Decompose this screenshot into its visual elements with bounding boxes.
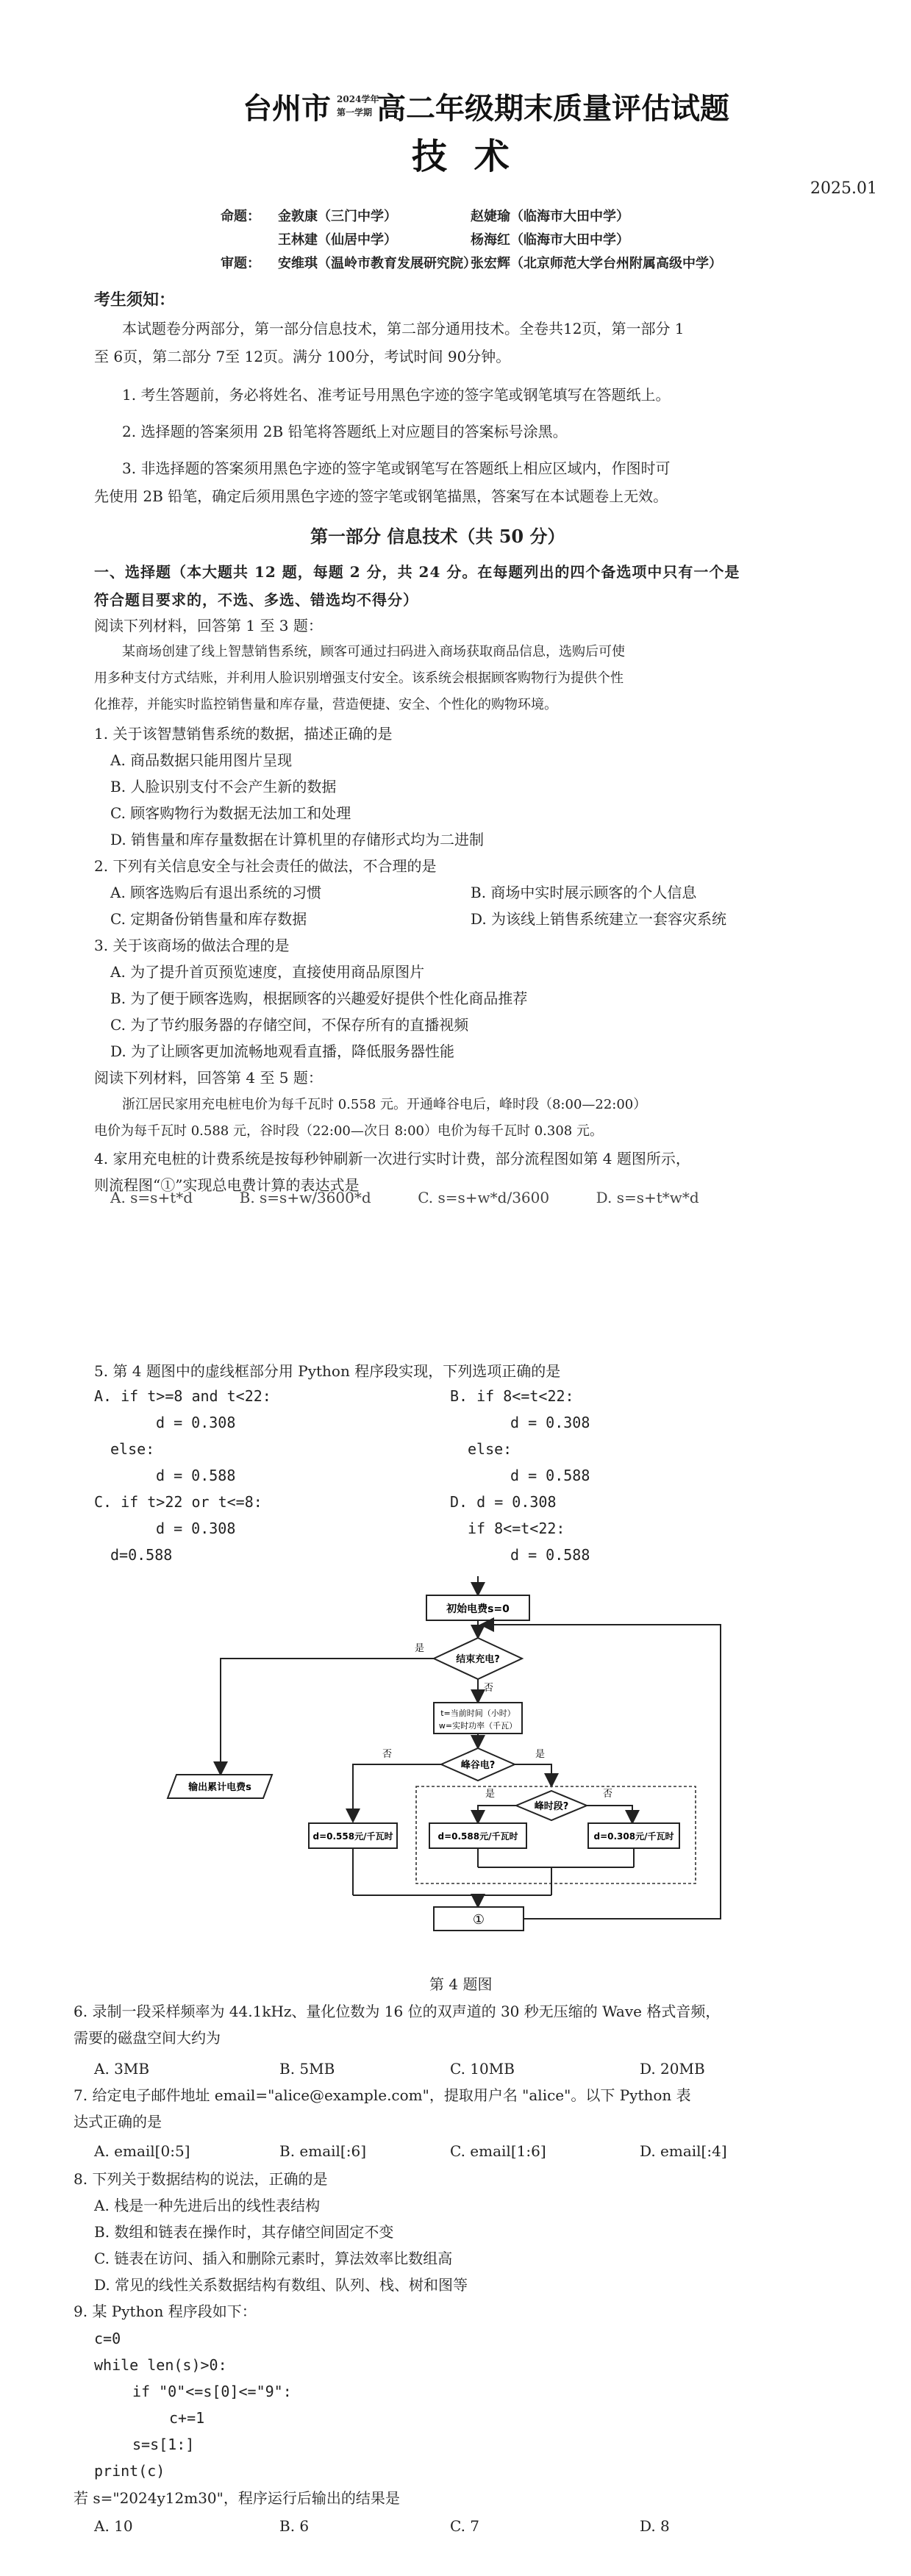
- q7-stem-1: 7. 给定电子邮件地址 email="alice@example.com"，提取用户名 "alice"。以下 Python 表: [74, 2086, 691, 2104]
- q9-code-line-4: c+=1: [169, 2409, 205, 2427]
- q5-option-b-line1: B. if 8<=t<22:: [450, 1387, 574, 1405]
- material2-text-1: 浙江居民家用充电桩电价为每千瓦时 0.558 元。开通峰谷电后，峰时段（8:00—22:00）: [122, 1097, 647, 1112]
- q5-option-c-line2: d = 0.308: [156, 1520, 236, 1537]
- q1-option-d: D. 销售量和库存量数据在计算机里的存储形式均为二进制: [110, 831, 485, 848]
- q6-option-b: B. 5MB: [279, 2060, 335, 2078]
- q9-option-b: B. 6: [279, 2517, 310, 2535]
- authors-block: [0, 206, 911, 279]
- exam-header: [0, 87, 911, 134]
- q6-option-c: C. 10MB: [450, 2060, 515, 2078]
- notice-item-1: 1. 考生答题前，务必将姓名、准考证号用黑色字迹的签字笔或钢笔填写在答题纸上。: [122, 386, 671, 404]
- q9-code-line-6: print(c): [94, 2462, 165, 2480]
- q2-option-d: D. 为该线上销售系统建立一套容灾系统: [471, 910, 727, 928]
- no-label: 否: [484, 1683, 494, 1694]
- q1-option-a: A. 商品数据只能用图片呈现: [110, 751, 293, 769]
- q5-option-a-line3: else:: [110, 1440, 155, 1458]
- q6-stem-2: 需要的磁盘空间大约为: [74, 2029, 221, 2047]
- q5-option-b-line3: else:: [468, 1440, 512, 1458]
- notice-item-2: 2. 选择题的答案须用 2B 铅笔将答题纸上对应题目的答案标号涂黑。: [122, 423, 568, 440]
- q3-option-a: A. 为了提升首页预览速度，直接使用商品原图片: [110, 963, 425, 981]
- q4-options: A. s=s+t*d B. s=s+w/3600*d C. s=s+w*d/3600 D. s=s+t*w*d: [110, 1189, 699, 1206]
- q5-stem-cut: [94, 1362, 829, 1382]
- author: 王林建（仙居中学）: [278, 232, 397, 248]
- reviewer: 张宏辉（北京师范大学台州附属高级中学）: [471, 256, 722, 271]
- q5-option-d-line3: d = 0.588: [510, 1546, 590, 1564]
- notice-intro-1: 本试题卷分两部分，第一部分信息技术，第二部分通用技术。全卷共12页，第一部分 1: [122, 320, 685, 337]
- exam-date: 2025.01: [810, 179, 877, 198]
- end-charging-label: 结束充电?: [456, 1654, 500, 1665]
- figure-caption: 第 4 题图: [429, 1975, 493, 1993]
- q7-option-d: D. email[:4]: [640, 2142, 727, 2160]
- section-heading-2: 符合题目要求的，不选、多选、错选均不得分）: [94, 591, 418, 609]
- q9-question: 若 s="2024y12m30"，程序运行后输出的结果是: [74, 2489, 400, 2507]
- q8-option-b: B. 数组和链表在操作时，其存储空间固定不变: [94, 2223, 394, 2241]
- q4-stem-1: 4. 家用充电桩的计费系统是按每秒钟刷新一次进行实时计费，部分流程图如第 4 题图所示，: [94, 1150, 690, 1167]
- q3-option-c: C. 为了节约服务器的存储空间，不保存所有的直播视频: [110, 1016, 469, 1034]
- output-label: 输出累计电费s: [188, 1782, 251, 1793]
- no-label: 否: [382, 1749, 393, 1760]
- no-label: 否: [603, 1789, 613, 1800]
- q5-option-c-line3: d=0.588: [110, 1546, 173, 1564]
- q3-stem: 3. 关于该商场的做法合理的是: [94, 937, 290, 954]
- material1-text-1: 某商场创建了线上智慧销售系统，顾客可通过扫码进入商场获取商品信息，选购后可使: [122, 644, 625, 659]
- material2-lead: 阅读下列材料，回答第 4 至 5 题：: [94, 1069, 323, 1087]
- q8-option-a: A. 栈是一种先进后出的线性表结构: [94, 2197, 321, 2214]
- peak-valley-label: 峰谷电?: [460, 1760, 496, 1771]
- q3-option-d: D. 为了让顾客更加流畅地观看直播，降低服务器性能: [110, 1042, 455, 1060]
- notice-heading: 考生须知：: [94, 290, 176, 310]
- notice-item-3a: 3. 非选择题的答案须用黑色字迹的签字笔或钢笔写在答题纸上相应区域内，作图时可: [122, 459, 671, 477]
- city-name: 台州市: [243, 91, 331, 126]
- material1-text-3: 化推荐，并能实时监控销售量和库存量，营造便捷、安全、个性化的购物环境。: [94, 697, 557, 712]
- q8-stem: 8. 下列关于数据结构的说法，正确的是: [74, 2170, 328, 2188]
- q9-option-c: C. 7: [450, 2517, 480, 2535]
- valley-price-label: d=0.308元/千瓦时: [593, 1831, 674, 1842]
- mingti-label: 命题：: [221, 209, 260, 224]
- q7-option-c: C. email[1:6]: [450, 2142, 546, 2160]
- subject-title: 技 术: [412, 136, 517, 177]
- q6-option-a: A. 3MB: [94, 2060, 150, 2078]
- yes-label: 是: [415, 1643, 425, 1654]
- q1-option-b: B. 人脸识别支付不会产生新的数据: [110, 778, 337, 795]
- material1-text-2: 用多种支付方式结账，并利用人脸识别增强支付安全。该系统会根据顾客购物行为提供个性: [94, 670, 624, 686]
- q5-stem: 5. 第 4 题图中的虚线框部分用 Python 程序段实现，下列选项正确的是: [94, 1362, 561, 1380]
- q9-code-line-1: c=0: [94, 2330, 121, 2347]
- q5-option-a-line4: d = 0.588: [156, 1467, 236, 1484]
- q5-option-b-line2: d = 0.308: [510, 1414, 590, 1431]
- step-1-marker: ①: [472, 1912, 485, 1928]
- assign-power-label: w=实时功率（千瓦）: [438, 1721, 518, 1731]
- q5-option-a-line2: d = 0.308: [156, 1414, 236, 1431]
- q5-option-d-line2: if 8<=t<22:: [468, 1520, 565, 1537]
- q9-code-line-2: while len(s)>0:: [94, 2356, 227, 2374]
- peak-period-label: 峰时段?: [534, 1801, 569, 1812]
- q8-option-d: D. 常见的线性关系数据结构有数组、队列、栈、树和图等: [94, 2276, 468, 2294]
- q9-code-line-5: s=s[1:]: [132, 2436, 195, 2453]
- author: 赵婕瑜（临海市大田中学）: [471, 209, 629, 224]
- q5-option-a-line1: A. if t>=8 and t<22:: [94, 1387, 271, 1405]
- q9-option-d: D. 8: [640, 2517, 670, 2535]
- shenti-label: 审题：: [221, 256, 260, 271]
- q9-option-a: A. 10: [94, 2517, 133, 2535]
- start-label: 初始电费s=0: [446, 1603, 510, 1615]
- exam-title: 高二年级期末质量评估试题: [376, 91, 729, 126]
- q9-stem: 9. 某 Python 程序段如下：: [74, 2303, 257, 2320]
- flat-price-label: d=0.558元/千瓦时: [312, 1831, 393, 1842]
- q7-option-a: A. email[0:5]: [94, 2142, 190, 2160]
- notice-item-3b: 先使用 2B 铅笔，确定后须用黑色字迹的签字笔或钢笔描黑，答案写在本试题卷上无效。: [94, 487, 668, 505]
- q4-options-cut: [110, 1189, 772, 1209]
- q9-code-line-3: if "0"<=s[0]<="9":: [132, 2383, 292, 2400]
- assign-time-label: t=当前时间（小时）: [440, 1709, 515, 1718]
- term-line-1: 2024学年: [337, 94, 379, 104]
- yes-label: 是: [485, 1789, 496, 1800]
- part1-title: 第一部分 信息技术（共 50 分）: [310, 526, 565, 547]
- q2-option-a: A. 顾客选购后有退出系统的习惯: [110, 884, 322, 901]
- q2-stem: 2. 下列有关信息安全与社会责任的做法，不合理的是: [94, 857, 437, 875]
- material1-lead: 阅读下列材料，回答第 1 至 3 题：: [94, 617, 323, 634]
- author: 杨海红（临海市大田中学）: [471, 232, 629, 248]
- q7-stem-2: 达式正确的是: [74, 2113, 162, 2130]
- q1-stem: 1. 关于该智慧销售系统的数据，描述正确的是: [94, 725, 393, 743]
- q6-option-d: D. 20MB: [640, 2060, 705, 2078]
- q8-option-c: C. 链表在访问、插入和删除元素时，算法效率比数组高: [94, 2250, 453, 2267]
- q5-option-b-line4: d = 0.588: [510, 1467, 590, 1484]
- q5-option-c-line1: C. if t>22 or t<=8:: [94, 1493, 262, 1511]
- q2-option-c: C. 定期备份销售量和库存数据: [110, 910, 307, 928]
- q2-option-b: B. 商场中实时展示顾客的个人信息: [471, 884, 697, 901]
- notice-intro-2: 至 6页，第二部分 7至 12页。满分 100分，考试时间 90分钟。: [94, 348, 511, 365]
- peak-price-label: d=0.588元/千瓦时: [437, 1831, 518, 1842]
- reviewer: 安维琪（温岭市教育发展研究院）: [278, 256, 476, 271]
- q4-stem-2: 则流程图“①”实现总电费计算的表达式是: [94, 1176, 360, 1194]
- q5-option-d-line1: D. d = 0.308: [450, 1493, 557, 1511]
- q3-option-b: B. 为了便于顾客选购，根据顾客的兴趣爱好提供个性化商品推荐: [110, 990, 528, 1007]
- author: 金敦康（三门中学）: [278, 209, 397, 224]
- q1-option-c: C. 顾客购物行为数据无法加工和处理: [110, 804, 351, 822]
- section-heading-1: 一、选择题（本大题共 12 题，每题 2 分，共 24 分。在每题列出的四个备选项中只有一个是: [94, 563, 740, 581]
- flowchart-figure-4: [162, 1573, 750, 1970]
- q7-option-b: B. email[:6]: [279, 2142, 366, 2160]
- q6-stem-1: 6. 录制一段采样频率为 44.1kHz、量化位数为 16 位的双声道的 30 秒无压缩的 Wave 格式音频，: [74, 2003, 721, 2020]
- yes-label: 是: [535, 1749, 546, 1760]
- material2-text-2: 电价为每千瓦时 0.588 元，谷时段（22:00—次日 8:00）电价为每千瓦时 0.308 元。: [94, 1123, 603, 1139]
- term-line-2: 第一学期: [337, 107, 373, 118]
